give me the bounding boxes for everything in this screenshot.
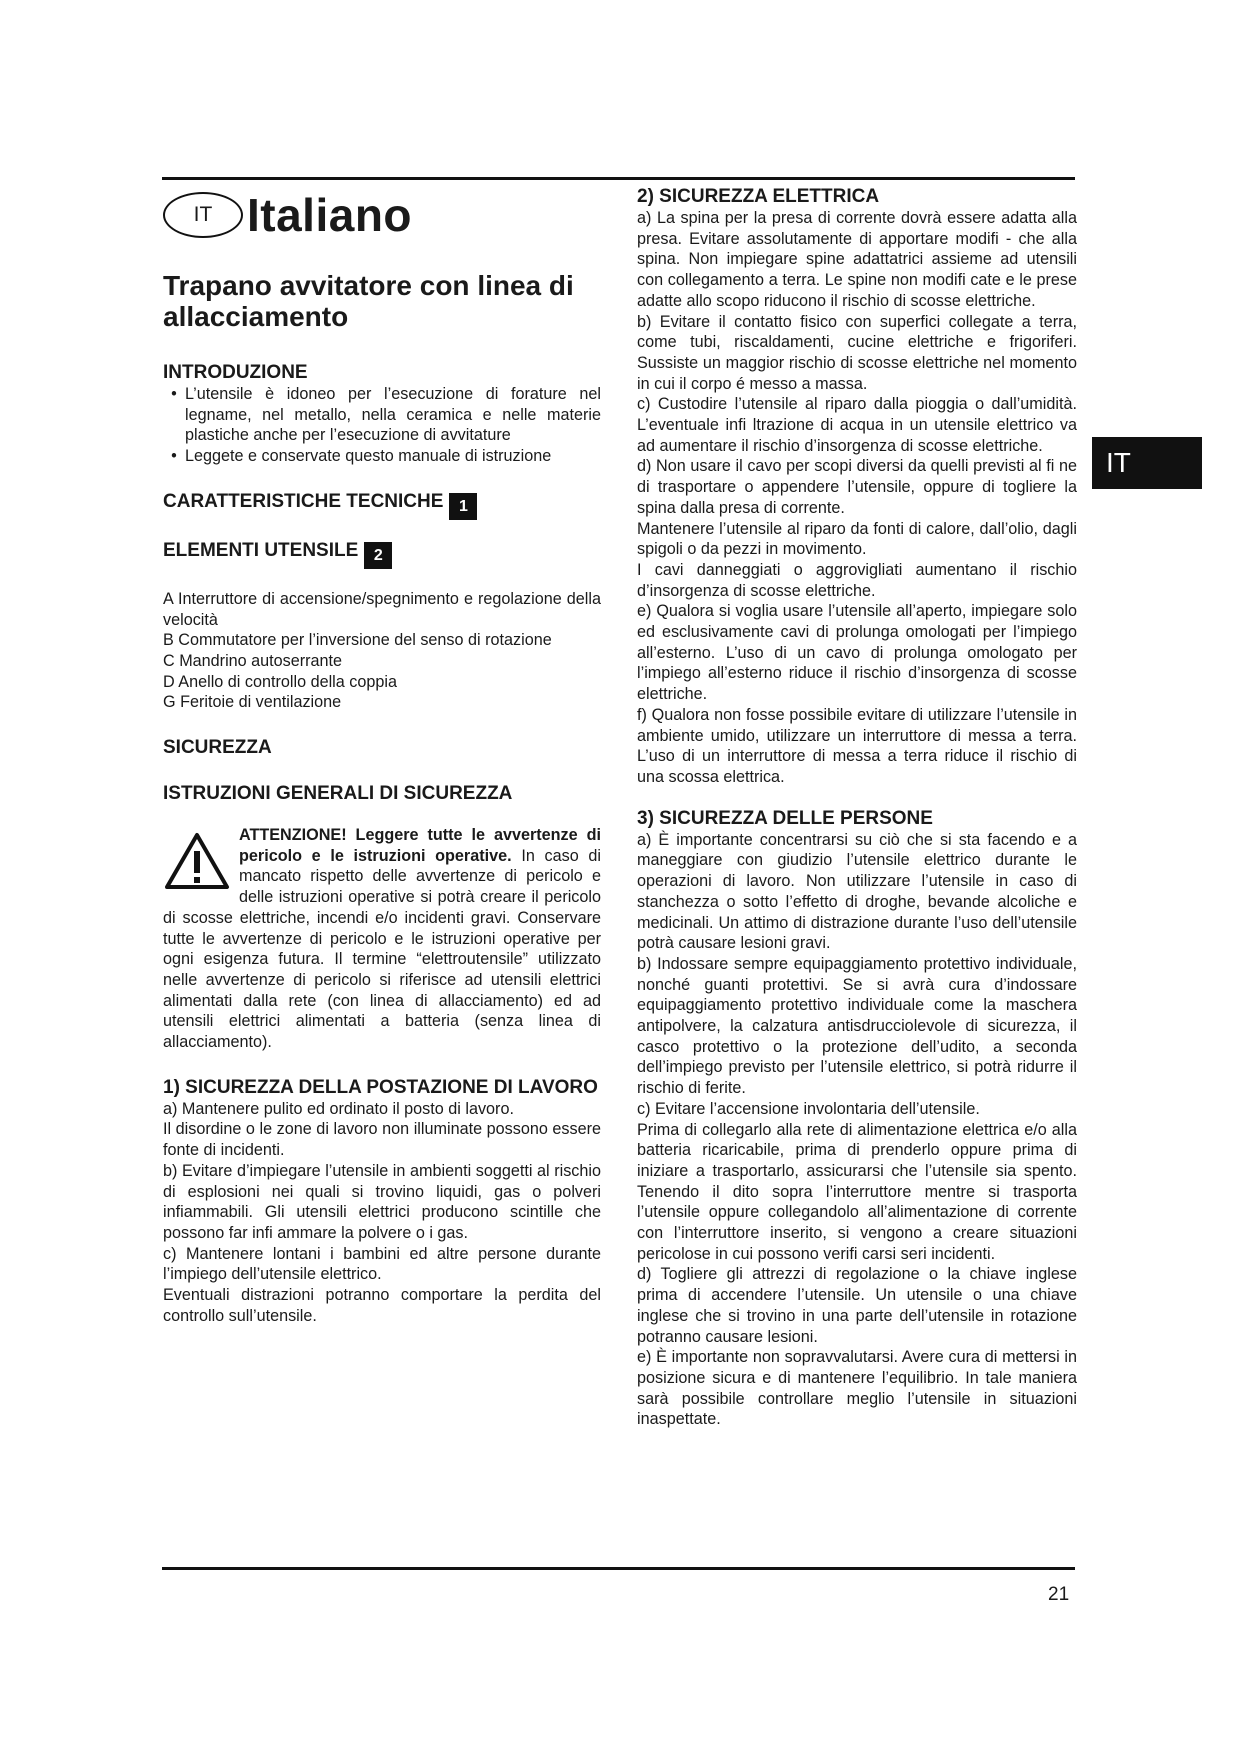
- safety-heading: SICUREZZA: [163, 737, 272, 759]
- general-safety-heading: ISTRUZIONI GENERALI DI SICUREZZA: [163, 783, 513, 805]
- section3-paragraph: b) Indossare sempre equipaggiamento protettivo individuale, nonché guanti protettivi. Se si avrà cura d’indossare equipaggiamento protettivo individuale come la maschera antipolvere, la calzatura antisdrucciolevole di sicurezza, il casco protettivo o la protezione dell’udito, a seconda dell’impiego previsto per l’utensile elettrico, si potrà ridurre il rischio di ferite.: [637, 954, 1077, 1098]
- intro-bullet: • L’utensile è idoneo per l’esecuzione di forature nel legname, nel metallo, nella ceramica e nelle materie plastiche anche per l’esecuzione di avvitature: [171, 385, 601, 445]
- section2-paragraph: f) Qualora non fosse possibile evitare di utilizzare l’utensile in ambiente umido, utilizzare un interruttore di messa a terra. L’uso di un interruttore di messa a terra riduce il rischio di una scossa elettrica.: [637, 705, 1077, 786]
- section3-paragraph: e) È importante non sopravvalutarsi. Avere cura di mettersi in posizione sicura e di mantenere l’equilibrio. In tale maniera sarà possibile controllare meglio l’utensile in situazioni inaspettate.: [637, 1348, 1077, 1429]
- intro-bullet: • Leggete e conservate questo manuale di istruzione: [171, 447, 552, 466]
- section1-paragraph: a) Mantenere pulito ed ordinato il posto di lavoro.: [163, 1099, 514, 1118]
- bottom-rule: [162, 1567, 1075, 1570]
- top-rule: [162, 177, 1075, 180]
- language-title: Italiano: [247, 189, 413, 241]
- left-column: [163, 186, 601, 1327]
- section1-heading: 1) SICUREZZA DELLA POSTAZIONE DI LAVORO: [163, 1076, 598, 1098]
- tech-heading-text: CARATTERISTICHE TECNICHE: [163, 490, 444, 512]
- section1-paragraph: Il disordine o le zone di lavoro non illuminate possono essere fonte di incidenti.: [163, 1120, 601, 1160]
- list-item: A Interruttore di accensione/spegnimento e regolazione della velocità: [163, 589, 601, 629]
- language-badge: IT: [163, 192, 243, 238]
- language-heading: [163, 188, 601, 242]
- list-item: B Commutatore per l’inversione del senso di rotazione: [163, 631, 552, 650]
- section1-paragraph: b) Evitare d’impiegare l’utensile in ambienti soggetti al rischio di esplosioni nei quali si trovino liquidi, gas o polveri infiammabili. Gli utensili elettrici producono scintille che possono far infi ammare la polvere o i gas.: [163, 1161, 601, 1242]
- list-item: C Mandrino autoserrante: [163, 651, 343, 670]
- right-column: [637, 186, 1077, 1430]
- section3-paragraph: a) È importante concentrarsi su ciò che si sta facendo e a maneggiare con giudizio l’utensile elettrico durante le operazioni di lavoro. Non utilizzare l’utensile in caso di stanchezza o sotto l’effetto di droghe, bevande alcoliche e medicinali. Un attimo di distrazione durante l’uso dell’utensile potrà causare lesioni gravi.: [637, 830, 1077, 953]
- warning-text: In caso di mancato rispetto delle avvertenze di pericolo e delle istruzioni operative si potrà creare il pericolo di scosse elettriche, incendi e/o incidenti gravi. Conservare tutte le avvertenze di pericolo e le istruzioni operative per ogni esigenza futura. Il termine “elettroutensile” utilizzato nelle avvertenze di pericolo si riferisce ad utensili elettrici alimentati dalla rete (con linea di allacciamento) ed ad utensili elettrici alimentati a batteria (senza linea di allacciamento).: [163, 846, 601, 1052]
- language-side-tab: IT: [1092, 437, 1202, 489]
- section2-paragraph: d) Non usare il cavo per scopi diversi da quelli previsti al fi ne di trasportare o appendere l’utensile, oppure di togliere la spina dalla presa di corrente.: [637, 457, 1077, 517]
- elements-list: [163, 589, 601, 713]
- tech-heading: [163, 491, 601, 520]
- figure-ref-badge: 2: [364, 542, 392, 569]
- section1-paragraph: c) Mantenere lontani i bambini ed altre persone durante l’impiego dell’utensile elettrico.: [163, 1244, 601, 1284]
- elements-heading: [163, 540, 601, 569]
- warning-triangle-icon: [163, 831, 231, 891]
- section2-heading: 2) SICUREZZA ELETTRICA: [637, 186, 880, 207]
- warning-block: [163, 825, 601, 1053]
- warning-bold-text: ATTENZIONE! Leggere tutte le avvertenze di pericolo e le istruzioni operative.: [239, 826, 601, 865]
- section3-paragraph: c) Evitare l’accensione involontaria dell’utensile.: [637, 1099, 980, 1118]
- list-item: D Anello di controllo della coppia: [163, 672, 397, 691]
- document-title: Trapano avvitatore con linea di allacciamento: [163, 270, 574, 332]
- page-number: 21: [1048, 1584, 1070, 1605]
- elements-heading-text: ELEMENTI UTENSILE: [163, 539, 359, 561]
- section3-paragraph: d) Togliere gli attrezzi di regolazione o la chiave inglese prima di accendere l’utensile. Un utensile o una chiave inglese che si trovino in una parte dell’utensile in rotazione potranno causare lesioni.: [637, 1265, 1077, 1346]
- section2-paragraph: b) Evitare il contatto fisico con superfici collegate a terra, come tubi, riscaldamenti, cucine elettriche e frigoriferi. Sussiste un maggior rischio di scosse elettriche nel momento in cui il corpo é messo a massa.: [637, 312, 1077, 393]
- intro-heading: INTRODUZIONE: [163, 362, 308, 383]
- intro-bullet-text: Leggete e conservate questo manuale di istruzione: [185, 447, 552, 466]
- section2-paragraph: I cavi danneggiati o aggrovigliati aumentano il rischio d’insorgenza di scosse elettriche.: [637, 560, 1077, 600]
- figure-ref-badge: 1: [449, 493, 477, 520]
- intro-bullet-text: L’utensile è idoneo per l’esecuzione di forature nel legname, nel metallo, nella ceramica e nelle materie plastiche anche per l’esecuzione di avvitature: [185, 385, 601, 445]
- list-item: G Feritoie di ventilazione: [163, 693, 342, 712]
- section2-paragraph: e) Qualora si voglia usare l’utensile all’aperto, impiegare solo ed esclusivamente cavi di prolunga omologati per l’impiego all’esterno. L’uso di un cavo di prolunga omologato per l’impiego all’esterno riduce il rischio d’insorgenza di scosse elettriche.: [637, 602, 1077, 704]
- section2-paragraph: a) La spina per la presa di corrente dovrà essere adatta alla presa. Evitare assolutamente di apportare modifi - che alla spina. Non impiegare spine adattatrici assieme ad utensili con collegamento a terra. Le spine non modifi cate e le prese adatte allo scopo riducono il rischio di scosse elettriche.: [637, 209, 1077, 310]
- section2-paragraph: Mantenere l’utensile al riparo da fonti di calore, dall’olio, dagli spigoli o da pezzi in movimento.: [637, 519, 1077, 559]
- section3-paragraph: Prima di collegarlo alla rete di alimentazione elettrica e/o alla batteria ricaricabile, prima di prenderlo oppure prima di iniziare a trasportarlo, assicurarsi che l’utensile sia spento. Tenendo il dito sopra l’interruttore mentre si trasporta l’utensile oppure collegandolo all’alimentazione di corrente con l’interruttore inserito, si vengono a creare situazioni pericolose in cui possono verifi carsi seri incidenti.: [637, 1120, 1077, 1263]
- section3-heading: 3) SICUREZZA DELLE PERSONE: [637, 807, 933, 829]
- section1-paragraph: Eventuali distrazioni potranno comportare la perdita del controllo sull’utensile.: [163, 1286, 601, 1325]
- section2-paragraph: c) Custodire l’utensile al riparo dalla pioggia o dall’umidità. L’eventuale infi ltrazione di acqua in un utensile elettrico va ad aumentare il rischio d’insorgenza di scosse elettriche.: [637, 395, 1077, 455]
